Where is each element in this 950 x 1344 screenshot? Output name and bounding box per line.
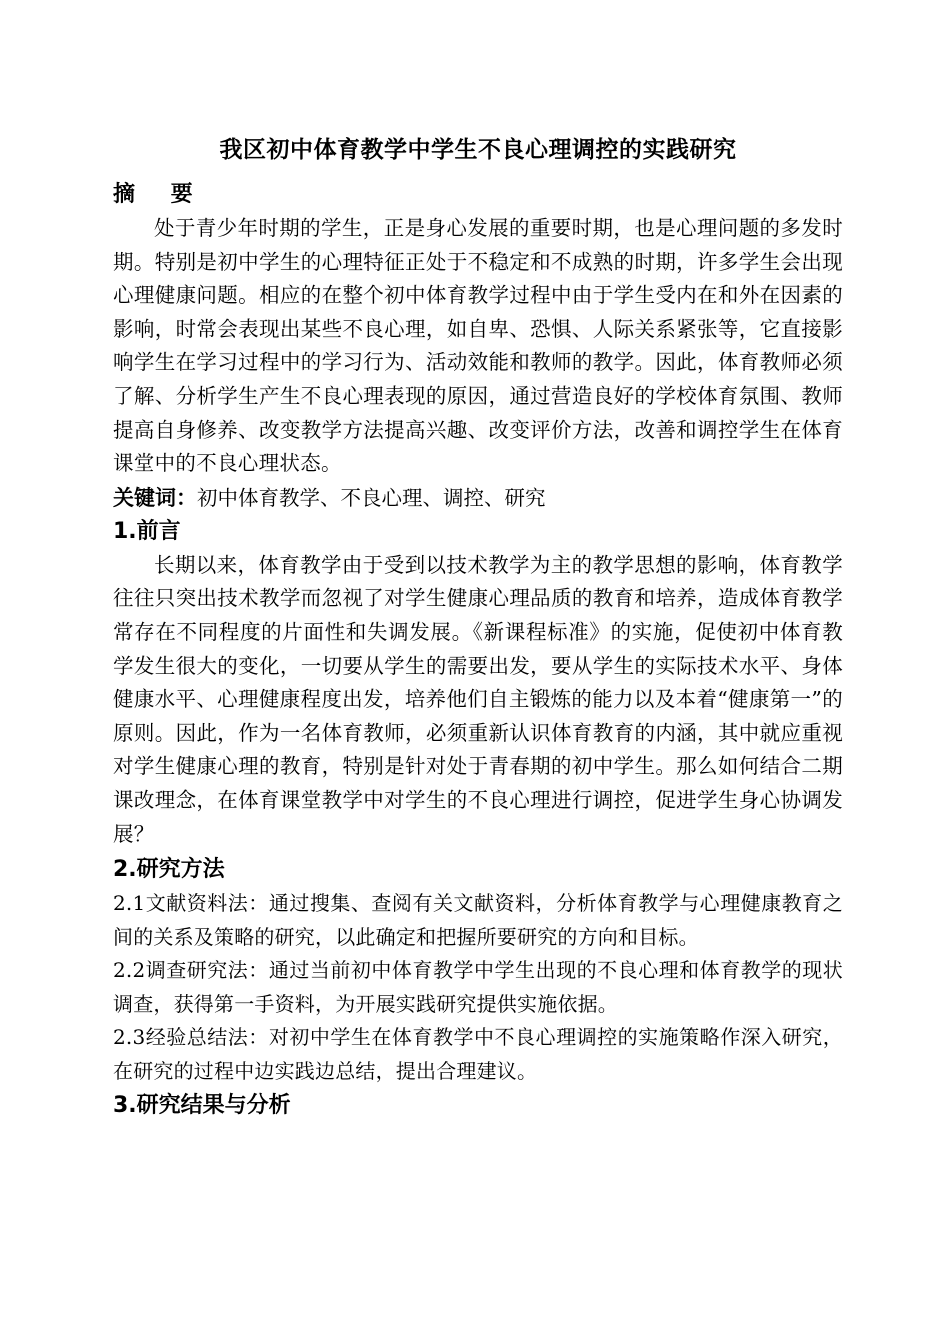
method-item-experience: 2.3经验总结法：对初中学生在体育教学中不良心理调控的实施策略作深入研究，在研究的过程中边实践边总结，提出合理建议。 [113,1025,843,1084]
keywords-text: 初中体育教学、不良心理、调控、研究 [197,485,546,510]
section2-heading: 2.研究方法 [113,857,225,883]
keywords-line [113,481,843,515]
document-page [113,128,843,1123]
keywords-label: 关键词： [113,485,197,510]
document-title: 我区初中体育教学中学生不良心理调控的实践研究 [219,137,737,163]
section1-body: 长期以来，体育教学由于受到以技术教学为主的教学思想的影响，体育教学往往只突出技术教学而忽视了对学生健康心理品质的教育和培养，造成体育教学常存在不同程度的片面性和失调发展。《新课程标准》的实施，促使初中体育教学发生很大的变化，一切要从学生的需要出发，要从学生的实际技术水平、身体健康水平、心理健康程度出发，培养他们自主锻炼的能力以及本着“健康第一”的原则。因此，作为一名体育教师，必须重新认识体育教育的内涵，其中就应重视对学生健康心理的教育，特别是针对处于青春期的初中学生。那么如何结合二期课改理念，在体育课堂教学中对学生的不良心理进行调控，促进学生身心协调发展？ [113,552,843,846]
section3-heading: 3.研究结果与分析 [113,1092,291,1118]
method-item-literature: 2.1文献资料法：通过搜集、查阅有关文献资料，分析体育教学与心理健康教育之间的关系及策略的研究，以此确定和把握所要研究的方向和目标。 [113,891,843,949]
abstract-heading: 摘 要 [113,182,207,207]
section1-heading: 1.前言 [113,518,181,544]
method-item-survey: 2.2调查研究法：通过当前初中体育教学中学生出现的不良心理和体育教学的现状调查，获得第一手资料，为开展实践研究提供实施依据。 [113,958,843,1016]
abstract-body: 处于青少年时期的学生，正是身心发展的重要时期，也是心理问题的多发时期。特别是初中学生的心理特征正处于不稳定和不成熟的时期，许多学生会出现心理健康问题。相应的在整个初中体育教学过程中由于学生受内在和外在因素的影响，时常会表现出某些不良心理，如自卑、恐惧、人际关系紧张等，它直接影响学生在学习过程中的学习行为、活动效能和教师的教学。因此，体育教师必须了解、分析学生产生不良心理表现的原因，通过营造良好的学校体育氛围、教师提高自身修养、改变教学方法提高兴趣、改变评价方法，改善和调控学生在体育课堂中的不良心理状态。 [113,216,843,476]
